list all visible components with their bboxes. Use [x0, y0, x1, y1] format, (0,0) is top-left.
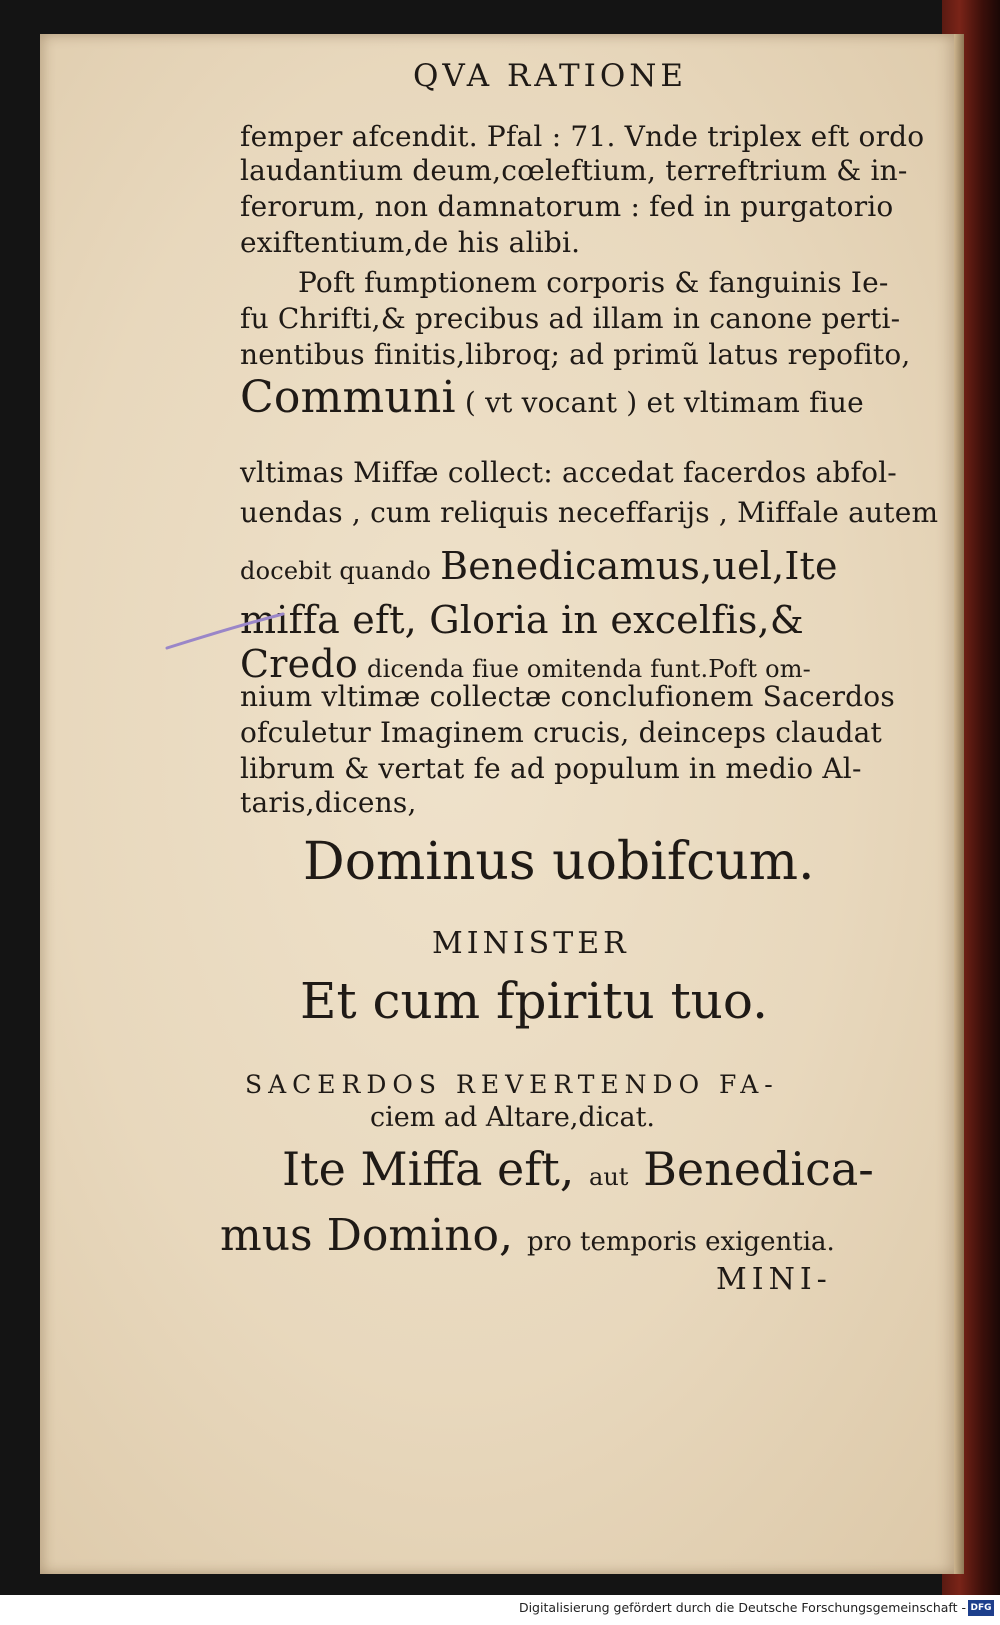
- pen-mark: [165, 610, 285, 650]
- communi-word: Communi: [240, 372, 456, 423]
- text-line: fu Chrifti,& precibus ad illam in canone perti-: [240, 302, 901, 335]
- text-line: librum & vertat fe ad populum in medio Al-: [240, 752, 862, 785]
- book-page: [40, 34, 958, 1574]
- text-line: [240, 598, 804, 642]
- text-fragment: dicenda fiue omitenda funt.Poft om-: [367, 655, 811, 683]
- mus-domino-line: [220, 1210, 835, 1261]
- text-line: uendas , cum reliquis neceffarijs , Miffale autem: [240, 496, 939, 529]
- text-fragment: pro temporis exigentia.: [527, 1227, 835, 1257]
- rubric-line: ciem ad Altare,dicat.: [370, 1102, 656, 1133]
- text-line: nentibus finitis,libroq; ad primũ latus repofito,: [240, 338, 911, 371]
- text-line: taris,dicens,: [240, 786, 417, 819]
- text-line: ofculetur Imaginem crucis, deinceps claudat: [240, 716, 882, 749]
- text-line: nium vltimæ collectæ conclufionem Sacerdos: [240, 680, 895, 713]
- dfg-credit: Digitalisierung gefördert durch die Deutsche Forschungsgemeinschaft -: [518, 1600, 966, 1615]
- text-fragment: aut: [589, 1163, 629, 1191]
- minister-heading: MINISTER: [432, 926, 630, 961]
- text-line: ferorum, non damnatorum : fed in purgatorio: [240, 190, 894, 223]
- large-phrase: miffa eft, Gloria in excelfis,&: [240, 598, 804, 642]
- text-line: vltimas Miffæ collect: accedat facerdos abfol-: [240, 456, 897, 489]
- dfg-logo: DFG: [968, 1600, 994, 1616]
- catchword: MINI-: [716, 1262, 832, 1297]
- text-line: femper afcendit. Pfal : 71. Vnde triplex eft ordo: [240, 120, 925, 153]
- large-phrase: Benedicamus,uel,Ite: [440, 544, 838, 588]
- ite-missa-line: [282, 1142, 874, 1196]
- text-line: laudantium deum,cœleftium, terreftrium & in-: [240, 154, 908, 187]
- text-fragment: docebit quando: [240, 557, 431, 585]
- text-fragment: ( vt vocant ) et vltimam fiue: [464, 386, 864, 419]
- text-fragment: mus Domino,: [220, 1210, 514, 1261]
- text-fragment: Ite Miffa eft,: [282, 1142, 575, 1196]
- credo-word: Credo: [240, 642, 358, 686]
- text-fragment: Benedica-: [643, 1142, 874, 1196]
- rubric-line: SACERDOS REVERTENDO FA-: [245, 1070, 779, 1099]
- text-line: [240, 544, 838, 588]
- text-line: Poft fumptionem corporis & fanguinis Ie-: [298, 266, 889, 299]
- text-line: exiftentium,de his alibi.: [240, 226, 581, 259]
- text-line: [240, 372, 864, 423]
- dominus-vobiscum: Dominus uobifcum.: [303, 832, 815, 892]
- running-head: QVA RATIONE: [413, 58, 688, 94]
- et-cum-spiritu: Et cum fpiritu tuo.: [300, 972, 768, 1030]
- page-fold: [954, 34, 964, 1574]
